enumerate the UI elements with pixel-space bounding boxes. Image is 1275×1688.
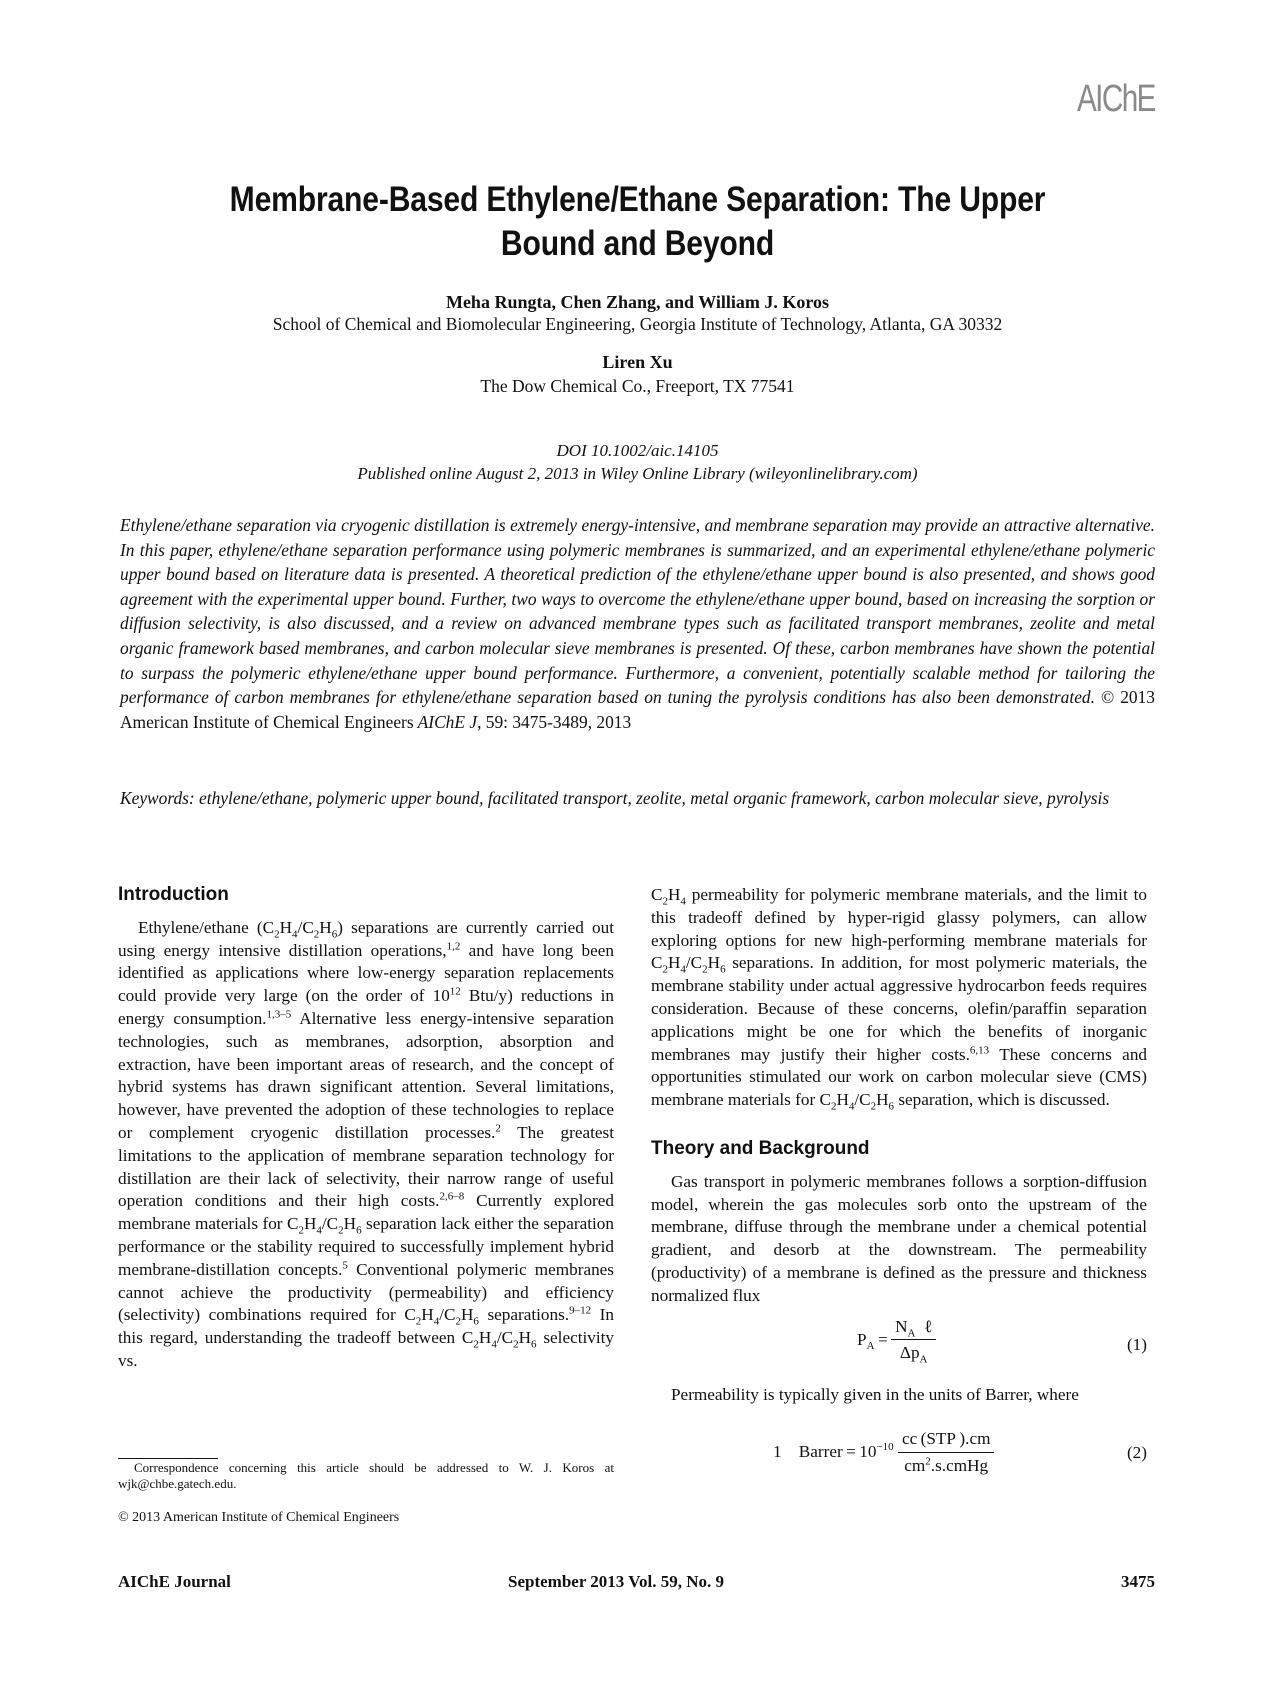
equation-1-body: $P_A$ = $\frac{N_A \ell}{\Delta p_A}$ xyxy=(857,1316,936,1366)
authors-secondary: Liren Xu xyxy=(602,352,673,372)
left-column xyxy=(118,884,614,1373)
abstract xyxy=(120,513,1155,734)
footer-issue: September 2013 Vol. 59, No. 9 xyxy=(508,1572,724,1591)
copyright-notice: © 2013 American Institute of Chemical Engineers xyxy=(118,1510,400,1525)
equation-1 xyxy=(651,1314,1147,1376)
equation-2 xyxy=(651,1422,1147,1484)
doi: DOI 10.1002/aic.14105 xyxy=(556,441,719,460)
abstract-text: Ethylene/ethane separation via cryogenic distillation is extremely energy-intensive, and membrane separation may provide an attractive alternative. In this paper, ethylene/ethane separation performance using polymeric membranes is summarized, and an experimental ethylene/ethane polymeric upper bound based on literature data is presented. A theoretical prediction of the ethylene/ethane upper bound is also presented, and shows good agreement with the experimental upper bound. Further, two ways to overcome the ethylene/ethane upper bound, based on increasing the sorption or diffusion selectivity, is also discussed, and a review on advanced membrane types such as facilitated transport membranes, zeolite and metal organic framework based membranes, and carbon molecular sieve membranes is presented. Of these, carbon membranes have shown the potential to surpass the polymeric ethylene/ethane upper bound performance. Furthermore, a convenient, potentially scalable method for tailoring the performance of carbon membranes for ethylene/ethane separation based on tuning the pyrolysis conditions has also been demonstrated. xyxy=(120,515,1155,708)
title-block xyxy=(120,178,1155,266)
correspondence-footnote: Correspondence concerning this article should be addressed to W. J. Koros at wjk@chbe.gatech.edu. xyxy=(118,1460,614,1491)
equation-1-number: (1) xyxy=(1126,1334,1147,1354)
affiliation-secondary: The Dow Chemical Co., Freeport, TX 77541 xyxy=(480,376,795,396)
section-heading-introduction: Introduction xyxy=(118,884,229,905)
footer-journal-name: AIChE Journal xyxy=(118,1572,231,1591)
introduction-paragraph-continued: $C_2H_4$ permeability for polymeric membrane materials, and the limit to this tradeoff defined by hyper-rigid glassy polymers, can allow exploring options for new high-performing membrane materials for $C_2H_4/C_2H_6$ separations. In addition, for most polymeric materials, the membrane stability under actual aggressive hydrocarbon feeds requires consideration. Because of these concerns, olefin/paraffin separation applications might be one for which the benefits of inorganic membranes may justify their higher costs.$^{6,13}$ These concerns and opportunities stimulated our work on carbon molecular sieve (CMS) membrane materials for $C_2H_4/C_2H_6$ separation, which is discussed. xyxy=(651,885,1148,1113)
right-column xyxy=(651,884,1147,1492)
theory-paragraph-2: Permeability is typically given in the units of Barrer, where xyxy=(671,1384,1079,1404)
abstract-copyright: © 2013 American Institute of Chemical Engineers xyxy=(120,687,1155,732)
equation-2-number: (2) xyxy=(1126,1443,1147,1463)
affiliation-primary: School of Chemical and Biomolecular Engineering, Georgia Institute of Technology, Atlanta, GA 30332 xyxy=(272,314,1003,334)
theory-paragraph-1: Gas transport in polymeric membranes follows a sorption-diffusion model, wherein the gas molecules sorb onto the upstream of the membrane, diffuse through the membrane under a chemical potential gradient, and desorb at the downstream. The permeability (productivity) of a membrane is defined as the pressure and thickness normalized flux xyxy=(651,1171,1147,1305)
article-title: Membrane-Based Ethylene/Ethane Separation: The Upper Bound and Beyond xyxy=(229,180,1046,263)
introduction-paragraph-1: Ethylene/ethane $(C_2H_4/C_2H_6)$ separations are currently carried out using energy intensive distillation operations,$^{1,2}$ and have long been identified as applications where low-energy separation replacements could provide very large (on the order of $10^{12}$ Btu/y) reductions in energy consumption.$^{1,3-5}$ Alternative less energy-intensive separation technologies, such as membranes, adsorption, absorption and extraction, have been important areas of research, and the concept of hybrid systems has drawn significant attention. Several limitations, however, have prevented the adoption of these technologies to replace or complement cryogenic distillation processes.$^2$ The greatest limitations to the application of membrane separation technology for distillation are their lack of selectivity, their narrow range of useful operation conditions and their high costs.$^{2,6-8}$ Currently explored membrane materials for $C_2H_4/C_2H_6$ separation lack either the separation performance or the stability required to successfully implement hybrid membrane-distillation concepts.$^5$ Conventional polymeric membranes cannot achieve the productivity (permeability) and efficiency (selectivity) combinations required for $C_2H_4/C_2H_6$ separations.$^{9-12}$ In this regard, understanding the tradeoff between $C_2H_4/C_2H_6$ selectivity vs. xyxy=(118,917,615,1370)
keywords: Keywords: ethylene/ethane, polymeric upper bound, facilitated transport, zeolite, metal organic framework, carbon molecular sieve, pyrolysis xyxy=(120,788,1110,808)
footnote-divider xyxy=(118,1458,218,1459)
section-heading-theory: Theory and Background xyxy=(651,1137,870,1159)
footer-page-number: 3475 xyxy=(1121,1572,1155,1591)
journal-logo: AIChE xyxy=(1077,78,1155,120)
equation-2-body: 1 Barrer = $10^{-10}$ $\frac{\text{cc (STP ).cm}}{cm^2.s.cmHg}$ xyxy=(773,1428,994,1478)
citation-journal: AIChE J xyxy=(417,711,478,732)
publication-info: Published online August 2, 2013 in Wiley Online Library (wileyonlinelibrary.com) xyxy=(357,464,918,483)
authors-primary: Meha Rungta, Chen Zhang, and William J. Koros xyxy=(445,292,830,312)
citation-volume: , 59: 3475-3489, 2013 xyxy=(477,711,632,732)
